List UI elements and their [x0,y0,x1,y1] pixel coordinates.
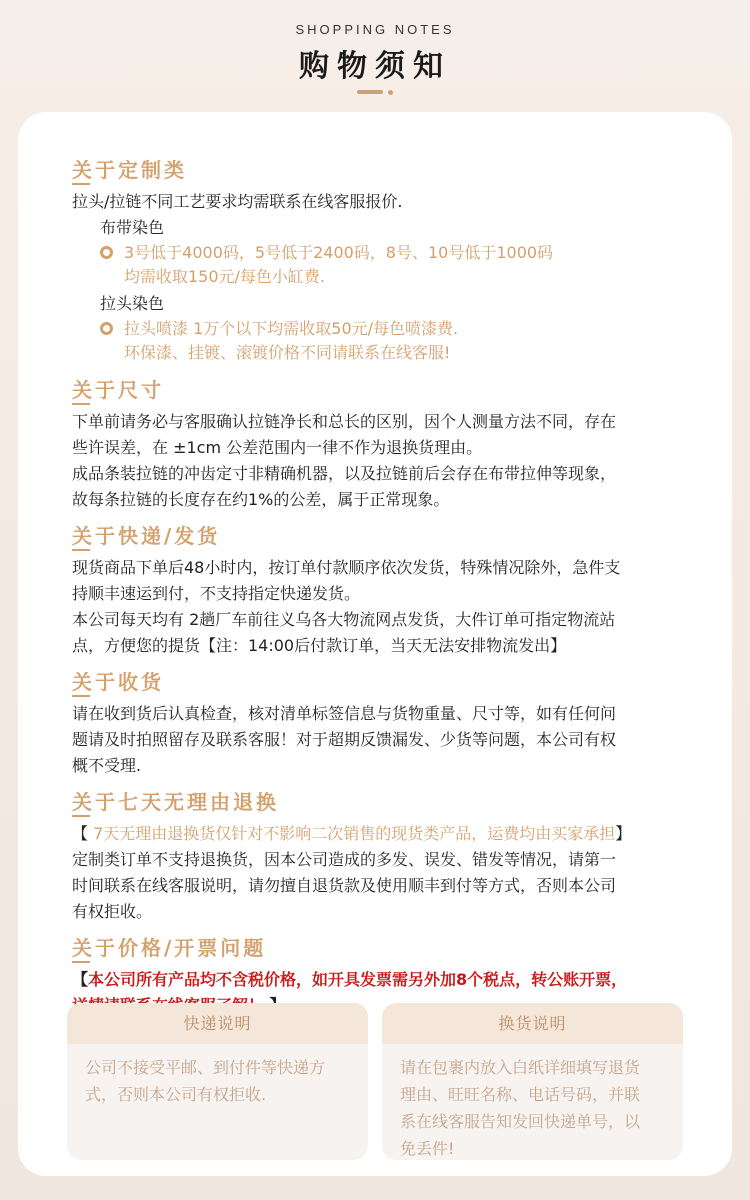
box-body [67,1044,368,1108]
notice-text: 7天无理由退换货仅针对不影响二次销售的现货类产品，运费均由买家承担 [88,824,616,843]
notice-text: 本公司所有产品均不含税价格，如开具发票需另外加8个税点，转公账开票， [88,970,628,989]
section-text: 持顺丰速运到付，不支持指定快递发货。 [72,584,361,603]
box-text: 请在包裹内放入白纸详细填写退货 [400,1058,641,1077]
section-shipping [72,521,684,659]
section-text: 些许误差，在 ±1cm 公差范围内一律不作为退换货理由。 [72,438,483,457]
box-text: 理由、旺旺名称、电话号码，并联 [400,1085,641,1104]
box-text: 系在线客服告知发回快递单号，以 [400,1112,641,1131]
section-text: 本公司每天均有 2趟厂车前往义乌各大物流网点发货，大件订单可指定物流站 [72,610,616,629]
circle-bullet-icon [100,322,113,335]
bracket-open: 【 [72,970,89,989]
bracket-close: 】 [615,824,632,843]
section-text: 下单前请务必与客服确认拉链净长和总长的区别，因个人测量方法不同，存在 [72,412,617,431]
title-underline [357,90,383,94]
section-returns [72,787,684,925]
section-text: 点，方便您的提货【注：14:00后付款订单，当天无法安排物流发出】 [72,636,567,655]
section-text: 题请及时拍照留存及联系客服！对于超期反馈漏发、少货等问题，本公司有权 [72,730,617,749]
section-text: 定制类订单不支持退换货，因本公司造成的多发、误发、错发等情况，请第一 [72,850,617,869]
circle-bullet-icon [100,246,113,259]
section-text: 时间联系在线客服说明，请勿擅自退货款及使用顺丰到付等方式，否则本公司 [72,876,617,895]
returns-notice [72,821,684,847]
box-body [382,1044,683,1160]
section-title: 关于尺寸 [72,375,164,405]
section-title: 关于收货 [72,667,164,697]
head-dye-label: 拉头染色 [100,294,165,313]
section-receipt [72,667,684,779]
section-text: 成品条装拉链的冲齿定寸非精确机器，以及拉链前后会存在布带拉伸等现象， [72,464,617,483]
box-title: 快递说明 [67,1003,368,1044]
dye-label: 布带染色 [100,218,165,237]
header-subtitle: SHOPPING NOTES [295,22,455,37]
title-decoration [0,22,750,102]
section-text: 现货商品下单后48小时内，按订单付款顺序依次发货，特殊情况除外，急件支 [72,558,621,577]
exchange-info-box [382,1003,683,1160]
box-text: 公司不接受平邮、到付件等快递方 [85,1058,326,1077]
section-title: 关于快递/发货 [72,521,220,551]
bullet-text: 拉头喷漆 1万个以下均需收取50元/每色喷漆费. [124,319,459,338]
box-title: 换货说明 [382,1003,683,1044]
bullet-text: 均需收取150元/每色小缸费. [124,267,326,286]
section-text: 有权拒收。 [72,902,153,921]
bullet-text: 3号低于4000码，5号低于2400码，8号、10号低于1000码 [124,243,554,262]
box-text: 式，否则本公司有权拒收. [85,1085,267,1104]
section-text: 概不受理. [72,756,142,775]
section-title: 关于七天无理由退换 [72,787,279,817]
price-notice [72,967,684,993]
bracket-open: 【 [72,824,89,843]
page-title: 购物须知 [299,49,451,84]
box-text: 免丢件! [400,1139,455,1158]
section-text: 故每条拉链的长度存在约1%的公差，属于正常现象。 [72,490,450,509]
section-title: 关于定制类 [72,155,187,185]
section-text: 拉头/拉链不同工艺要求均需联系在线客服报价. [72,192,403,211]
express-info-box [67,1003,368,1160]
info-boxes [67,1003,683,1160]
notes-content [72,155,684,1019]
dye-bullet [72,241,684,289]
head-dye-bullet [72,317,684,365]
title-dot [388,90,393,95]
section-custom [72,155,684,365]
section-text: 请在收到货后认真检查，核对清单标签信息与货物重量、尺寸等，如有任何问 [72,704,617,723]
section-title: 关于价格/开票问题 [72,933,266,963]
section-size [72,375,684,513]
bullet-text: 环保漆、挂镀、滚镀价格不同请联系在线客服! [124,343,451,362]
